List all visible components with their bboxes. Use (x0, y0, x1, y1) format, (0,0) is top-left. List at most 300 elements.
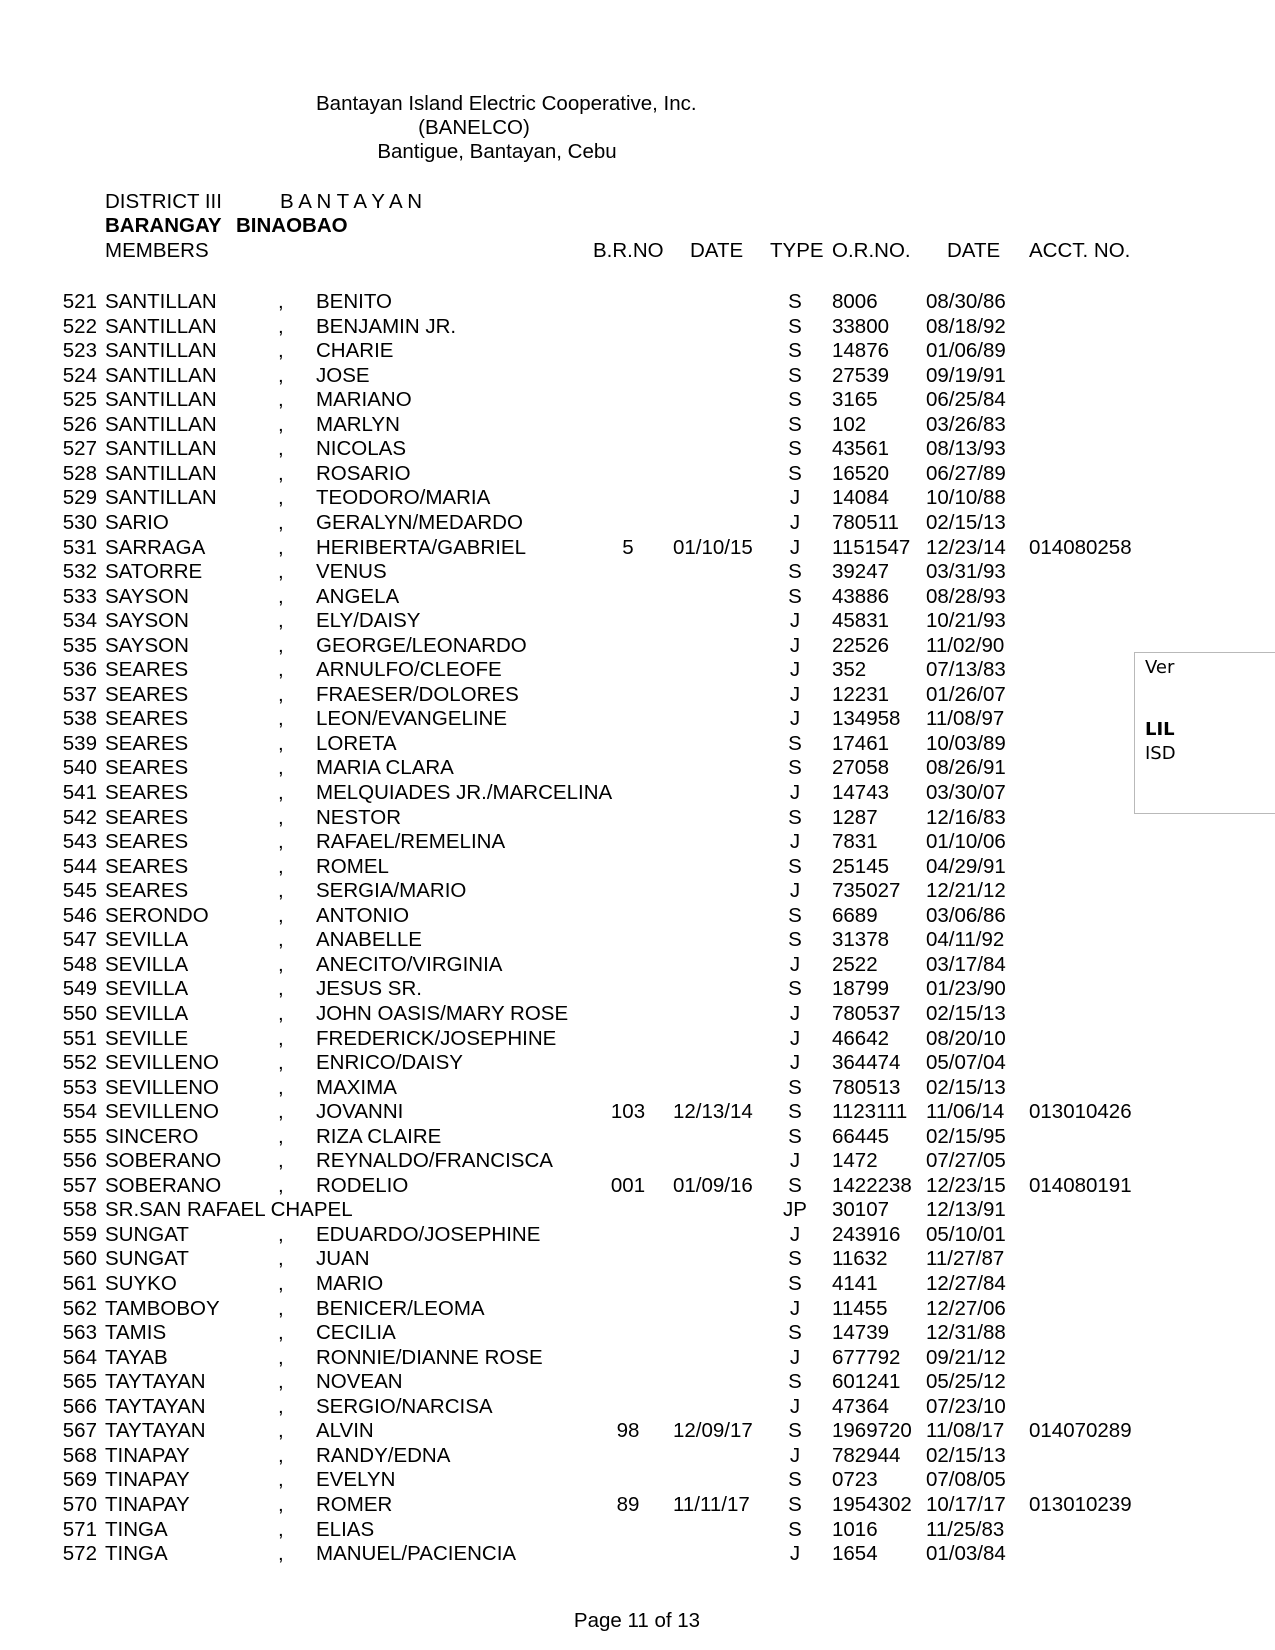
or-date: 12/23/15 (926, 1173, 1006, 1197)
district-name: B A N T A Y A N (280, 190, 423, 213)
or-date: 03/06/86 (926, 903, 1006, 927)
first-name: MARIO (316, 1272, 384, 1295)
or-number: 43886 (832, 584, 890, 608)
row-number: 533 (62, 584, 97, 608)
row-number: 570 (62, 1492, 97, 1516)
row-number: 546 (62, 903, 97, 927)
name-separator: , (278, 1345, 284, 1369)
last-name: SEVILLA (105, 1001, 189, 1025)
name-separator: , (278, 510, 284, 534)
or-date: 04/29/91 (926, 854, 1006, 878)
row-number: 564 (62, 1345, 97, 1369)
row-number: 526 (62, 412, 97, 436)
name-separator: , (278, 535, 284, 559)
or-date: 09/19/91 (926, 363, 1006, 387)
last-name: SARRAGA (105, 535, 206, 559)
district-label: DISTRICT III (105, 190, 222, 213)
br-date: 01/09/16 (673, 1173, 753, 1197)
or-date: 10/17/17 (926, 1492, 1006, 1516)
member-type: S (788, 854, 802, 878)
or-number: 677792 (832, 1345, 901, 1369)
account-number: 014070289 (1029, 1419, 1132, 1443)
first-name: TEODORO/MARIA (316, 486, 491, 510)
side-panel-line2: LIL (1145, 719, 1175, 740)
or-number: 352 (832, 658, 867, 682)
name-separator: , (278, 1026, 284, 1050)
name-separator: , (278, 1419, 284, 1443)
last-name: SAYSON (105, 609, 189, 633)
row-number: 531 (62, 535, 97, 559)
first-name: GEORGE/LEONARDO (316, 633, 527, 657)
or-date: 11/06/14 (926, 1100, 1005, 1124)
or-date: 02/15/13 (926, 510, 1006, 534)
name-separator: , (278, 437, 284, 461)
member-type: J (789, 535, 801, 559)
org-address: Bantigue, Bantayan, Cebu (377, 140, 617, 163)
member-type: S (788, 731, 802, 755)
name-separator: , (278, 290, 284, 313)
name-separator: , (278, 1075, 284, 1099)
last-name: TINAPAY (105, 1492, 190, 1516)
name-separator: , (278, 1321, 284, 1345)
or-number: 780513 (832, 1075, 901, 1099)
col-header-br-no: B.R.NO (593, 239, 664, 262)
name-separator: , (278, 682, 284, 706)
member-type: S (788, 560, 802, 584)
name-separator: , (278, 928, 284, 952)
or-number: 7831 (832, 830, 878, 854)
br-number: 001 (610, 1173, 646, 1197)
or-number: 1422238 (832, 1173, 912, 1197)
member-type: S (788, 1492, 802, 1516)
row-number: 543 (62, 830, 97, 854)
first-name: ELY/DAISY (316, 609, 421, 633)
member-type: J (789, 1026, 801, 1050)
first-name: REYNALDO/FRANCISCA (316, 1149, 553, 1173)
member-type: J (789, 1394, 801, 1418)
account-number: 013010426 (1029, 1100, 1132, 1124)
or-date: 05/25/12 (926, 1370, 1006, 1394)
or-date: 11/08/97 (926, 707, 1005, 731)
br-date: 12/09/17 (673, 1419, 753, 1443)
name-separator: , (278, 609, 284, 633)
row-number: 530 (62, 510, 97, 534)
last-name: SEARES (105, 658, 189, 682)
account-number: 014080258 (1029, 535, 1132, 559)
member-type: S (788, 1173, 802, 1197)
name-separator: , (278, 1173, 284, 1197)
member-type: J (789, 1149, 801, 1173)
last-name: TINGA (105, 1542, 168, 1566)
name-separator: , (278, 633, 284, 657)
row-number: 540 (62, 756, 97, 780)
last-name: SEVILLENO (105, 1100, 219, 1124)
last-name: SANTILLAN (105, 339, 217, 363)
or-date: 02/15/13 (926, 1443, 1006, 1467)
member-type: J (789, 1051, 801, 1075)
row-number: 536 (62, 658, 97, 682)
row-number: 554 (62, 1100, 97, 1124)
member-type: S (788, 1468, 802, 1492)
first-name: ENRICO/DAISY (316, 1051, 463, 1075)
member-type: J (789, 879, 801, 903)
member-type: S (788, 1517, 802, 1541)
last-name: SEVILLA (105, 977, 189, 1001)
name-separator: , (278, 1149, 284, 1173)
col-header-type: TYPE (770, 239, 824, 262)
side-panel-line1: Ver (1145, 657, 1175, 678)
last-name: TAYAB (105, 1345, 168, 1369)
member-type: J (789, 1296, 801, 1320)
member-type: S (788, 928, 802, 952)
member-type: S (788, 977, 802, 1001)
member-type: S (788, 314, 802, 338)
last-name: TAYTAYAN (105, 1419, 206, 1443)
row-number: 525 (62, 388, 97, 412)
or-date: 12/16/83 (926, 805, 1006, 829)
or-number: 1287 (832, 805, 878, 829)
name-separator: , (278, 756, 284, 780)
br-date: 01/10/15 (673, 535, 753, 559)
name-separator: , (278, 1468, 284, 1492)
last-name: SAYSON (105, 633, 189, 657)
or-number: 3165 (832, 388, 878, 412)
row-number: 538 (62, 707, 97, 731)
name-separator: , (278, 314, 284, 338)
name-separator: , (278, 1296, 284, 1320)
side-panel (1134, 652, 1275, 814)
or-date: 01/23/90 (926, 977, 1006, 1001)
name-separator: , (278, 1001, 284, 1025)
last-name: SARIO (105, 510, 169, 534)
or-number: 11632 (832, 1247, 888, 1271)
br-number: 103 (610, 1100, 646, 1124)
or-date: 06/25/84 (926, 388, 1006, 412)
or-number: 46642 (832, 1026, 890, 1050)
name-separator: , (278, 363, 284, 387)
name-separator: , (278, 1272, 284, 1295)
last-name: SEARES (105, 830, 189, 854)
last-name: SEARES (105, 805, 189, 829)
first-name: ANGELA (316, 584, 400, 608)
first-name: BENICER/LEOMA (316, 1296, 485, 1320)
or-number: 47364 (832, 1394, 890, 1418)
or-number: 102 (832, 412, 867, 436)
or-date: 03/30/07 (926, 781, 1006, 804)
row-number: 523 (62, 339, 97, 363)
or-number: 39247 (832, 560, 890, 584)
row-number: 544 (62, 854, 97, 878)
name-separator: , (278, 412, 284, 436)
name-separator: , (278, 486, 284, 510)
member-type: J (789, 1345, 801, 1369)
barangay-label: BARANGAY (105, 214, 222, 237)
col-header-members: MEMBERS (105, 239, 209, 262)
or-number: 0723 (832, 1468, 878, 1492)
member-type: S (788, 388, 802, 412)
last-name: SEARES (105, 781, 189, 804)
last-name: SOBERANO (105, 1173, 222, 1197)
row-number: 559 (62, 1222, 97, 1246)
name-separator: , (278, 830, 284, 854)
or-number: 735027 (832, 879, 901, 903)
name-separator: , (278, 1370, 284, 1394)
or-date: 11/25/83 (926, 1517, 1005, 1541)
name-separator: , (278, 339, 284, 363)
first-name: JOHN OASIS/MARY ROSE (316, 1001, 569, 1025)
row-number: 535 (62, 633, 97, 657)
member-type: S (788, 1272, 802, 1295)
first-name: MARLYN (316, 412, 400, 436)
or-number: 22526 (832, 633, 890, 657)
member-type: S (788, 1419, 802, 1443)
or-date: 10/10/88 (926, 486, 1006, 510)
row-number: 545 (62, 879, 97, 903)
member-type: S (788, 1075, 802, 1099)
last-name: SEARES (105, 756, 189, 780)
col-header-or-date: DATE (947, 239, 1001, 262)
last-name: SANTILLAN (105, 412, 217, 436)
row-number: 566 (62, 1394, 97, 1418)
last-name: SINCERO (105, 1124, 199, 1148)
br-number: 98 (616, 1419, 640, 1443)
row-number: 555 (62, 1124, 97, 1148)
or-number: 45831 (832, 609, 890, 633)
or-number: 30107 (832, 1198, 890, 1222)
name-separator: , (278, 1124, 284, 1148)
member-type: J (789, 1222, 801, 1246)
last-name: SERONDO (105, 903, 209, 927)
first-name: JOVANNI (316, 1100, 404, 1124)
or-number: 31378 (832, 928, 890, 952)
or-number: 1151547 (832, 535, 911, 559)
member-type: J (789, 952, 801, 976)
first-name: ANECITO/VIRGINIA (316, 952, 503, 976)
row-number: 537 (62, 682, 97, 706)
or-number: 17461 (832, 731, 890, 755)
name-separator: , (278, 461, 284, 485)
or-number: 780511 (832, 510, 899, 534)
or-date: 08/18/92 (926, 314, 1006, 338)
or-number: 4141 (832, 1272, 878, 1295)
member-type: S (788, 1321, 802, 1345)
or-date: 12/27/84 (926, 1272, 1006, 1295)
first-name: ROMER (316, 1492, 393, 1516)
last-name: SAYSON (105, 584, 189, 608)
member-type: J (789, 633, 801, 657)
or-number: 1954302 (832, 1492, 912, 1516)
last-name: SANTILLAN (105, 437, 217, 461)
row-number: 542 (62, 805, 97, 829)
or-date: 06/27/89 (926, 461, 1006, 485)
member-type: J (789, 1542, 801, 1566)
first-name: MELQUIADES JR./MARCELINA (316, 781, 613, 804)
name-separator: , (278, 903, 284, 927)
member-type: J (789, 1443, 801, 1467)
first-name: ANTONIO (316, 903, 410, 927)
or-date: 10/03/89 (926, 731, 1006, 755)
or-number: 782944 (832, 1443, 901, 1467)
or-number: 1654 (832, 1542, 878, 1566)
br-date: 12/13/14 (673, 1100, 753, 1124)
name-separator: , (278, 1542, 284, 1566)
or-date: 08/13/93 (926, 437, 1006, 461)
or-date: 07/23/10 (926, 1394, 1006, 1418)
first-name: BENITO (316, 290, 392, 313)
or-number: 1016 (832, 1517, 878, 1541)
member-type: S (788, 1100, 802, 1124)
name-separator: , (278, 388, 284, 412)
account-number: 014080191 (1029, 1173, 1132, 1197)
member-type: S (788, 339, 802, 363)
first-name: VENUS (316, 560, 387, 584)
or-number: 134958 (832, 707, 901, 731)
member-type: J (789, 510, 801, 534)
last-name: TINAPAY (105, 1443, 190, 1467)
name-separator: , (278, 1100, 284, 1124)
row-number: 561 (62, 1272, 97, 1295)
first-name: MANUEL/PACIENCIA (316, 1542, 517, 1566)
or-date: 08/28/93 (926, 584, 1006, 608)
or-date: 11/08/17 (926, 1419, 1005, 1443)
name-separator: , (278, 952, 284, 976)
or-date: 01/03/84 (926, 1542, 1006, 1566)
last-name: SUYKO (105, 1272, 177, 1295)
or-number: 601241 (832, 1370, 901, 1394)
last-name: SANTILLAN (105, 314, 217, 338)
or-number: 12231 (832, 682, 890, 706)
first-name: MARIA CLARA (316, 756, 454, 780)
or-date: 03/26/83 (926, 412, 1006, 436)
row-number: 568 (62, 1443, 97, 1467)
name-separator: , (278, 658, 284, 682)
last-name: SANTILLAN (105, 486, 217, 510)
member-type: S (788, 363, 802, 387)
first-name: FREDERICK/JOSEPHINE (316, 1026, 557, 1050)
last-name: TAMIS (105, 1321, 167, 1345)
name-separator: , (278, 1492, 284, 1516)
or-date: 12/23/14 (926, 535, 1006, 559)
name-separator: , (278, 1247, 284, 1271)
name-separator: , (278, 584, 284, 608)
or-date: 01/26/07 (926, 682, 1006, 706)
br-date: 11/11/17 (673, 1492, 750, 1516)
name-separator: , (278, 1394, 284, 1418)
last-name: SR.SAN RAFAEL CHAPEL (105, 1198, 353, 1222)
or-number: 14743 (832, 781, 890, 804)
last-name: SUNGAT (105, 1222, 189, 1246)
first-name: ARNULFO/CLEOFE (316, 658, 502, 682)
account-number: 013010239 (1029, 1492, 1132, 1516)
first-name: ROMEL (316, 854, 389, 878)
br-number: 5 (622, 535, 634, 559)
first-name: RANDY/EDNA (316, 1443, 451, 1467)
or-number: 8006 (832, 290, 878, 313)
member-type: S (788, 1247, 802, 1271)
member-type: S (788, 1370, 802, 1394)
row-number: 529 (62, 486, 97, 510)
last-name: SEVILLA (105, 928, 189, 952)
member-type: J (789, 658, 801, 682)
or-date: 01/06/89 (926, 339, 1006, 363)
first-name: ANABELLE (316, 928, 422, 952)
first-name: LEON/EVANGELINE (316, 707, 508, 731)
or-number: 14876 (832, 339, 890, 363)
first-name: JUAN (316, 1247, 370, 1271)
first-name: HERIBERTA/GABRIEL (316, 535, 526, 559)
last-name: SANTILLAN (105, 388, 217, 412)
member-type: S (788, 903, 802, 927)
or-date: 02/15/95 (926, 1124, 1006, 1148)
or-number: 243916 (832, 1222, 901, 1246)
org-name: Bantayan Island Electric Cooperative, Inc. (316, 92, 697, 115)
first-name: NESTOR (316, 805, 402, 829)
first-name: ROSARIO (316, 461, 411, 485)
or-number: 27539 (832, 363, 890, 387)
or-date: 10/21/93 (926, 609, 1006, 633)
name-separator: , (278, 854, 284, 878)
row-number: 551 (62, 1026, 97, 1050)
last-name: TAMBOBOY (105, 1296, 220, 1320)
last-name: SEVILLENO (105, 1075, 219, 1099)
or-number: 14739 (832, 1321, 890, 1345)
name-separator: , (278, 707, 284, 731)
or-date: 05/07/04 (926, 1051, 1006, 1075)
row-number: 567 (62, 1419, 97, 1443)
or-number: 1123111 (832, 1100, 908, 1124)
or-date: 08/30/86 (926, 290, 1006, 313)
first-name: JOSE (316, 363, 370, 387)
row-number: 572 (62, 1542, 97, 1566)
member-type: J (789, 707, 801, 731)
first-name: EVELYN (316, 1468, 396, 1492)
last-name: TAYTAYAN (105, 1394, 206, 1418)
last-name: SEARES (105, 682, 189, 706)
name-separator: , (278, 1443, 284, 1467)
last-name: TAYTAYAN (105, 1370, 206, 1394)
first-name: LORETA (316, 731, 397, 755)
or-number: 25145 (832, 854, 890, 878)
or-date: 04/11/92 (926, 928, 1005, 952)
last-name: SANTILLAN (105, 290, 217, 313)
member-type: J (789, 830, 801, 854)
member-type: S (788, 461, 802, 485)
first-name: ELIAS (316, 1517, 375, 1541)
or-number: 364474 (832, 1051, 901, 1075)
first-name: CECILIA (316, 1321, 396, 1345)
row-number: 553 (62, 1075, 97, 1099)
row-number: 560 (62, 1247, 97, 1271)
or-date: 12/13/91 (926, 1198, 1006, 1222)
first-name: GERALYN/MEDARDO (316, 510, 523, 534)
member-type: J (789, 682, 801, 706)
first-name: MAXIMA (316, 1075, 397, 1099)
or-date: 03/17/84 (926, 952, 1006, 976)
or-date: 03/31/93 (926, 560, 1006, 584)
or-date: 08/20/10 (926, 1026, 1006, 1050)
last-name: TINAPAY (105, 1468, 190, 1492)
row-number: 550 (62, 1001, 97, 1025)
member-type: J (789, 486, 801, 510)
last-name: SANTILLAN (105, 461, 217, 485)
col-header-date: DATE (690, 239, 744, 262)
last-name: SEVILLE (105, 1026, 189, 1050)
or-date: 12/21/12 (926, 879, 1006, 903)
first-name: CHARIE (316, 339, 394, 363)
first-name: ALVIN (316, 1419, 374, 1443)
or-date: 01/10/06 (926, 830, 1006, 854)
br-number: 89 (616, 1492, 640, 1516)
